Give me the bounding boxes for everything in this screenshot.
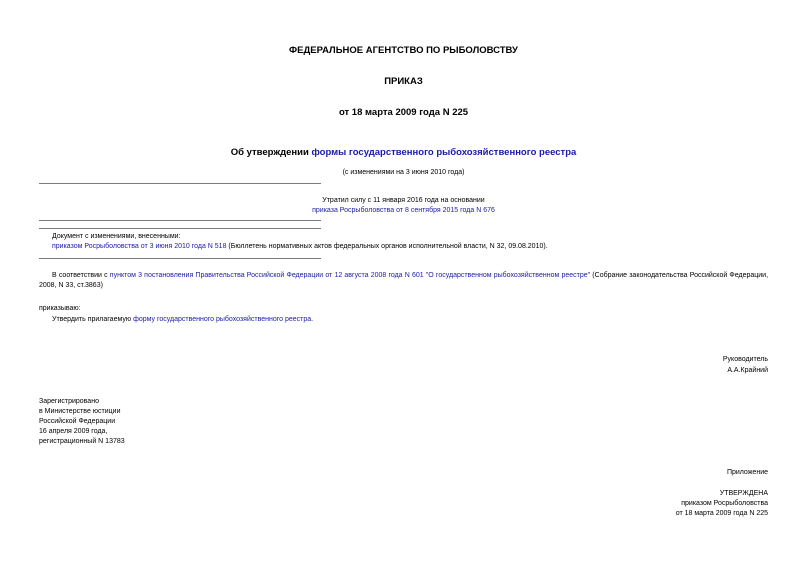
amended-note: (с изменениями на 3 июня 2010 года) [342, 169, 465, 176]
subject-prefix: Об утверждении [230, 147, 312, 158]
expired-order-link[interactable]: приказа Росрыболовства от 8 сентября 2015 года N 676 [312, 207, 495, 214]
divider-1 [39, 183, 321, 184]
registration-line-2: в Министерстве юстиции [39, 408, 121, 415]
registration-line-1: Зарегистрировано [39, 398, 99, 405]
registration-line-4: 16 апреля 2009 года, [39, 428, 108, 435]
signature-role: Руководитель [722, 356, 768, 363]
doc-type: ПРИКАЗ [384, 76, 423, 87]
paragraph-basis [39, 271, 768, 290]
p2-form-link[interactable]: форму государственного рыбохозяйственного реестра [133, 316, 312, 323]
appendix-approved: УТВЕРЖДЕНА [719, 490, 768, 497]
agency-name: ФЕДЕРАЛЬНОЕ АГЕНТСТВО ПО РЫБОЛОВСТВУ [289, 45, 518, 56]
divider-4 [39, 258, 321, 259]
divider-2 [39, 220, 321, 221]
registration-line-3: Российской Федерации [39, 418, 116, 425]
signature-name: А.А.Крайний [727, 367, 768, 374]
changes-rest: (Бюллетень нормативных актов федеральных органов исполнительной власти, N 32, 09.08.2010). [226, 243, 548, 250]
subject-form-link[interactable]: формы государственного рыбохозяйственного реестра [311, 147, 577, 158]
appendix-by-order: приказом Росрыболовства [681, 500, 768, 507]
divider-3 [39, 228, 321, 229]
p2-end: . [311, 316, 314, 323]
registration-line-5: регистрационный N 13783 [39, 438, 125, 445]
p1-start: В соответствии с [52, 272, 110, 279]
appendix-label: Приложение [726, 469, 768, 476]
changes-line [52, 242, 548, 251]
p1-resolution-link[interactable]: пунктом 3 постановления Правительства Российской Федерации от 12 августа 2008 года N 601 "О государственном рыбохозяйственном реестре" [109, 272, 591, 279]
appendix-order-date: от 18 марта 2009 года N 225 [675, 510, 768, 517]
p1-end: (Собрание законодательства Российской Федерации, 2008, N 33, ст.3863) [39, 272, 769, 289]
doc-subject [0, 147, 807, 158]
doc-date: от 18 марта 2009 года N 225 [338, 107, 469, 118]
expired-note: Утратил силу с 11 января 2016 года на основании [322, 197, 485, 204]
order-word: приказываю: [39, 305, 81, 312]
changes-intro: Документ с изменениями, внесенными: [52, 233, 181, 240]
paragraph-approve [52, 315, 313, 324]
changes-order-link[interactable]: приказом Росрыболовства от 3 июня 2010 года N 518 [52, 243, 227, 250]
p2-start: Утвердить прилагаемую [52, 316, 134, 323]
